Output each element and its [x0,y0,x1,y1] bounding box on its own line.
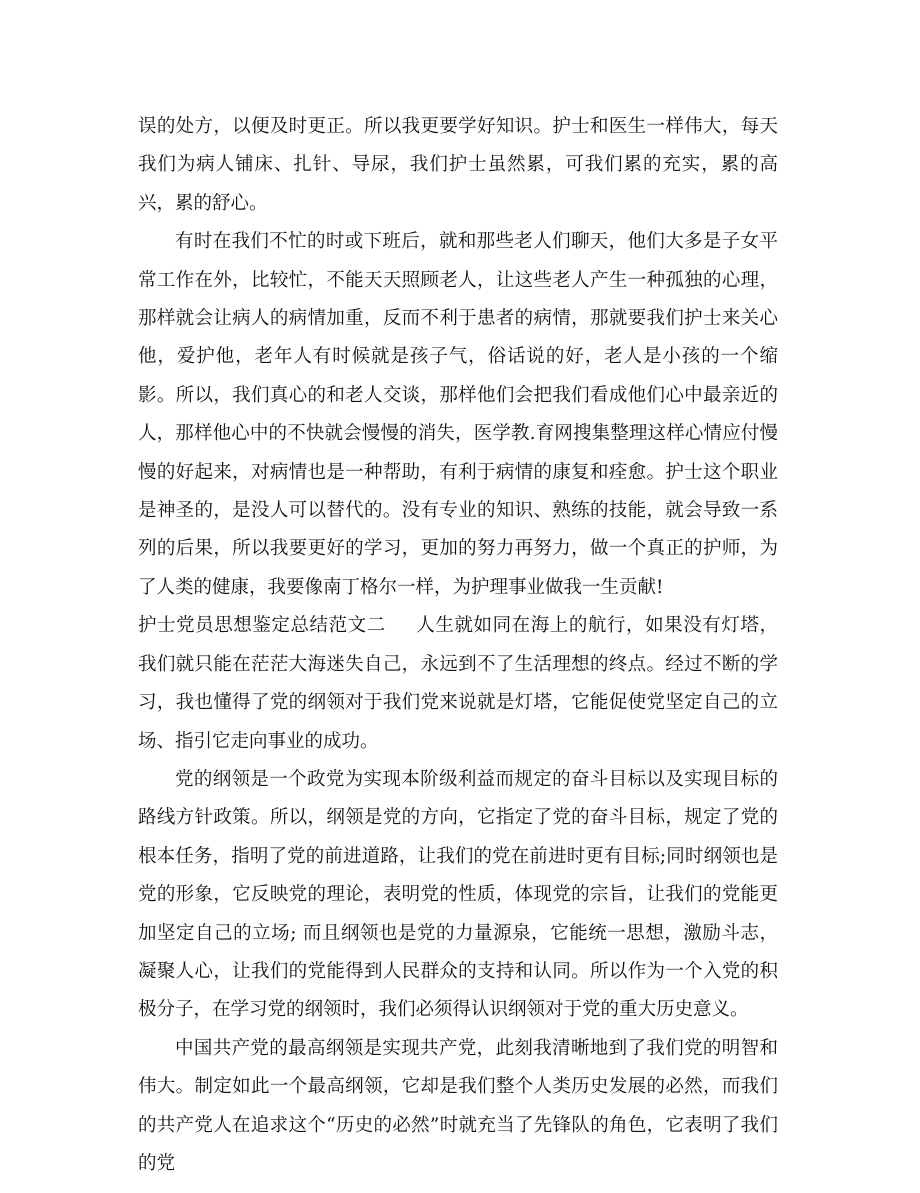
section-heading: 护士党员思想鉴定总结范文二 [138,615,386,637]
paragraph-3 [138,607,778,761]
paragraph-2: 有时在我们不忙的时或下班后，就和那些老人们聊天，他们大多是子女平常工作在外，比较忙，不能天天照顾老人，让这些老人产生一种孤独的心理，那样就会让病人的病情加重，反而不利于患者的病情，那就要我们护士来关心他，爱护他，老年人有时候就是孩子气，俗话说的好，老人是小孩的一个缩影。所以，我们真心的和老人交谈，那样他们会把我们看成他们心中最亲近的人，那样他心中的不快就会慢慢的消失，医学教.育网搜集整理这样心情应付慢慢的好起来，对病情也是一种帮助，有利于病情的康复和痊愈。护士这个职业是神圣的，是没人可以替代的。没有专业的知识、熟练的技能，就会导致一系列的后果，所以我要更好的学习，更加的努力再努力，做一个真正的护师，为了人类的健康，我要像南丁格尔一样，为护理事业做我一生贡献! [138,231,778,598]
document-body [138,108,778,1183]
paragraph-5: 中国共产党的最高纲领是实现共产党，此刻我清晰地到了我们党的明智和伟大。制定如此一个最高纲领，它却是我们整个人类历史发展的必然，而我们的共产党人在追求这个“历史的必然”时就充当了先锋队的角色，它表明了我们的党 [138,1037,778,1174]
paragraph-3-text: 人生就如同在海上的航行，如果没有灯塔，我们就只能在茫茫大海迷失自己，永远到不了生活理想的终点。经过不断的学习，我也懂得了党的纲领对于我们党来说就是灯塔，它能促使党坚定自己的立场、指引它走向事业的成功。 [138,615,778,752]
paragraph-4: 党的纲领是一个政党为实现本阶级利益而规定的奋斗目标以及实现目标的路线方针政策。所以，纲领是党的方向，它指定了党的奋斗目标，规定了党的根本任务，指明了党的前进道路，让我们的党在前进时更有目标;同时纲领也是党的形象，它反映党的理论，表明党的性质，体现党的宗旨，让我们的党能更加坚定自己的立场; 而且纲领也是党的力量源泉，它能统一思想，激励斗志，凝聚人心，让我们的党能得到人民群众的支持和认同。所以作为一个入党的积极分子，在学习党的纲领时，我们必须得认识纲领对于党的重大历史意义。 [138,768,778,1021]
paragraph-1: 误的处方，以便及时更正。所以我更要学好知识。护士和医生一样伟大，每天我们为病人铺床、扎针、导尿，我们护士虽然累，可我们累的充实，累的高兴，累的舒心。 [138,116,778,214]
